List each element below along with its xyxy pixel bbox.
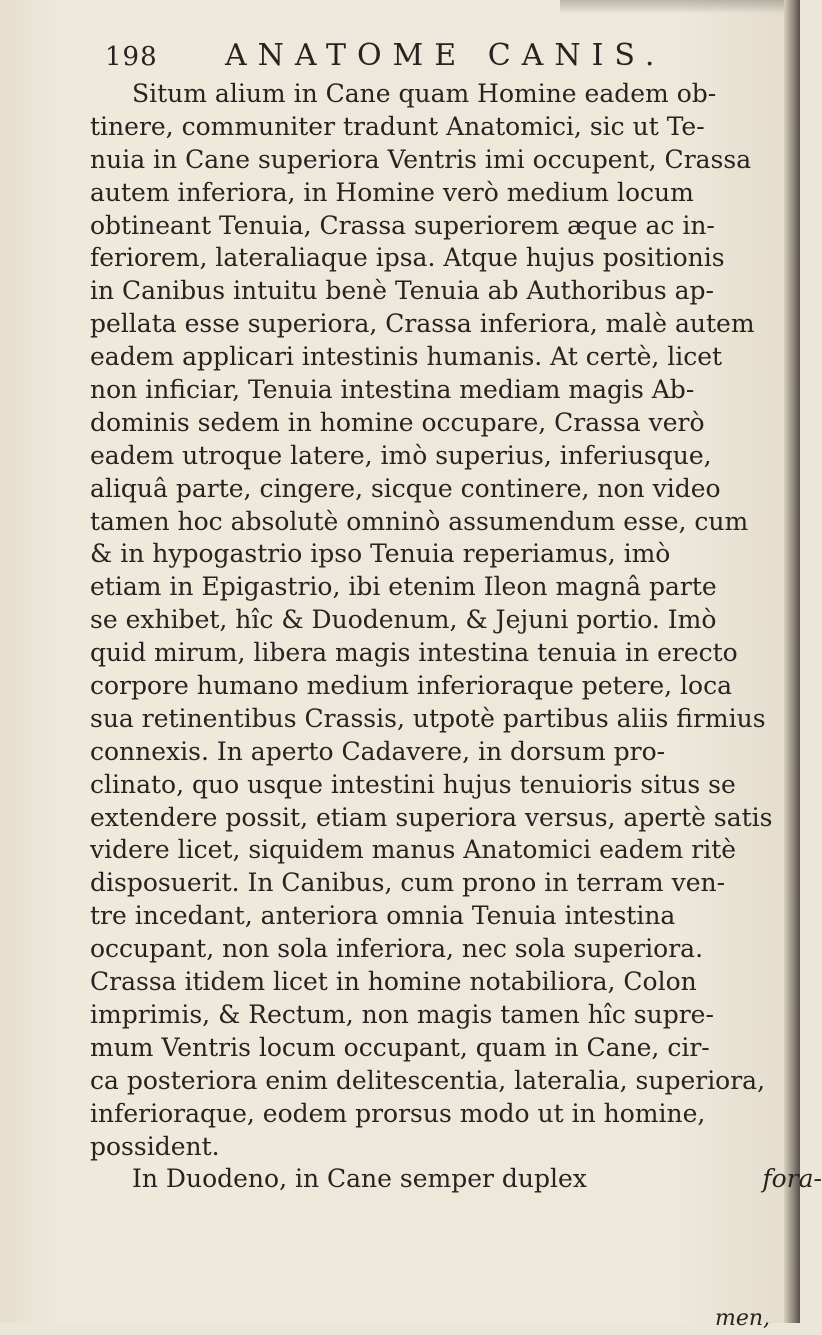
text-line: quid mirum, libera magis intestina tenuia in erecto [90,638,738,668]
text-line: obtineant Tenuia, Crassa superiorem æque ac in- [90,210,715,240]
text-line: corpore humano medium inferioraque petere, loca [90,671,732,701]
text-line: & in hypogastrio ipso Tenuia reperiamus, imò [90,539,671,569]
final-line-text: In Duodeno, in Cane semper duplex [132,1164,587,1194]
text-line: etiam in Epigastrio, ibi etenim Ileon magnâ parte [90,572,717,602]
text-line: imprimis, & Rectum, non magis tamen hîc supre- [90,999,714,1029]
page-edge-shadow [784,0,800,1323]
final-text-line [90,1163,822,1196]
text-line: eadem utroque latere, imò superius, inferiusque, [90,440,712,470]
text-line: inferioraque, eodem prorsus modo ut in homine, [90,1098,706,1128]
text-line: se exhibet, hîc & Duodenum, & Jejuni portio. Imò [90,605,717,635]
final-line-end-word: fora- [762,1164,822,1194]
text-line: extendere possit, etiam superiora versus, apertè satis [90,802,773,832]
text-line: sua retinentibus Crassis, utpotè partibus aliis firmius [90,703,766,733]
text-line: eadem applicari intestinis humanis. At certè, licet [90,342,723,372]
text-line: aliquâ parte, cingere, sicque continere, non video [90,473,721,503]
body-text [90,78,822,1331]
text-line: clinato, quo usque intestini hujus tenuioris situs se [90,769,736,799]
text-line: tinere, communiter tradunt Anatomici, sic ut Te- [90,111,705,141]
text-line: disposuerit. In Canibus, cum prono in terram ven- [90,868,726,898]
text-line: feriorem, lateraliaque ipsa. Atque hujus positionis [90,243,725,273]
page-number: 198 [105,42,158,72]
page-shadow [560,0,800,14]
text-line: dominis sedem in homine occupare, Crassa verò [90,407,705,437]
text-line: nuia in Cane superiora Ventris imi occupent, Crassa [90,144,752,174]
text-line: tre incedant, anteriora omnia Tenuia intestina [90,901,676,931]
text-line: in Canibus intuitu benè Tenuia ab Authoribus ap- [90,276,714,306]
text-line: autem inferiora, in Homine verò medium locum [90,177,694,207]
text-line: Situm alium in Cane quam Homine eadem ob- [132,79,717,108]
text-line: non inficiar, Tenuia intestina mediam magis Ab- [90,375,695,405]
text-line: tamen hoc absolutè omninò assumendum esse, cum [90,506,749,536]
text-line: connexis. In aperto Cadavere, in dorsum pro- [90,736,666,766]
text-line: videre licet, siquidem manus Anatomici eadem ritè [90,835,737,865]
text-line: pellata esse superiora, Crassa inferiora, malè autem [90,309,755,339]
text-line: occupant, non sola inferiora, nec sola superiora. [90,934,704,964]
text-line: mum Ventris locum occupant, quam in Cane, cir- [90,1032,710,1062]
text-line: Crassa itidem licet in homine notabiliora, Colon [90,967,697,997]
catchword: men, [714,1306,770,1331]
running-title: ANATOME CANIS. [225,38,666,73]
text-line: possident. [90,1131,220,1161]
text-line: ca posteriora enim delitescentia, lateralia, superiora, [90,1065,766,1095]
